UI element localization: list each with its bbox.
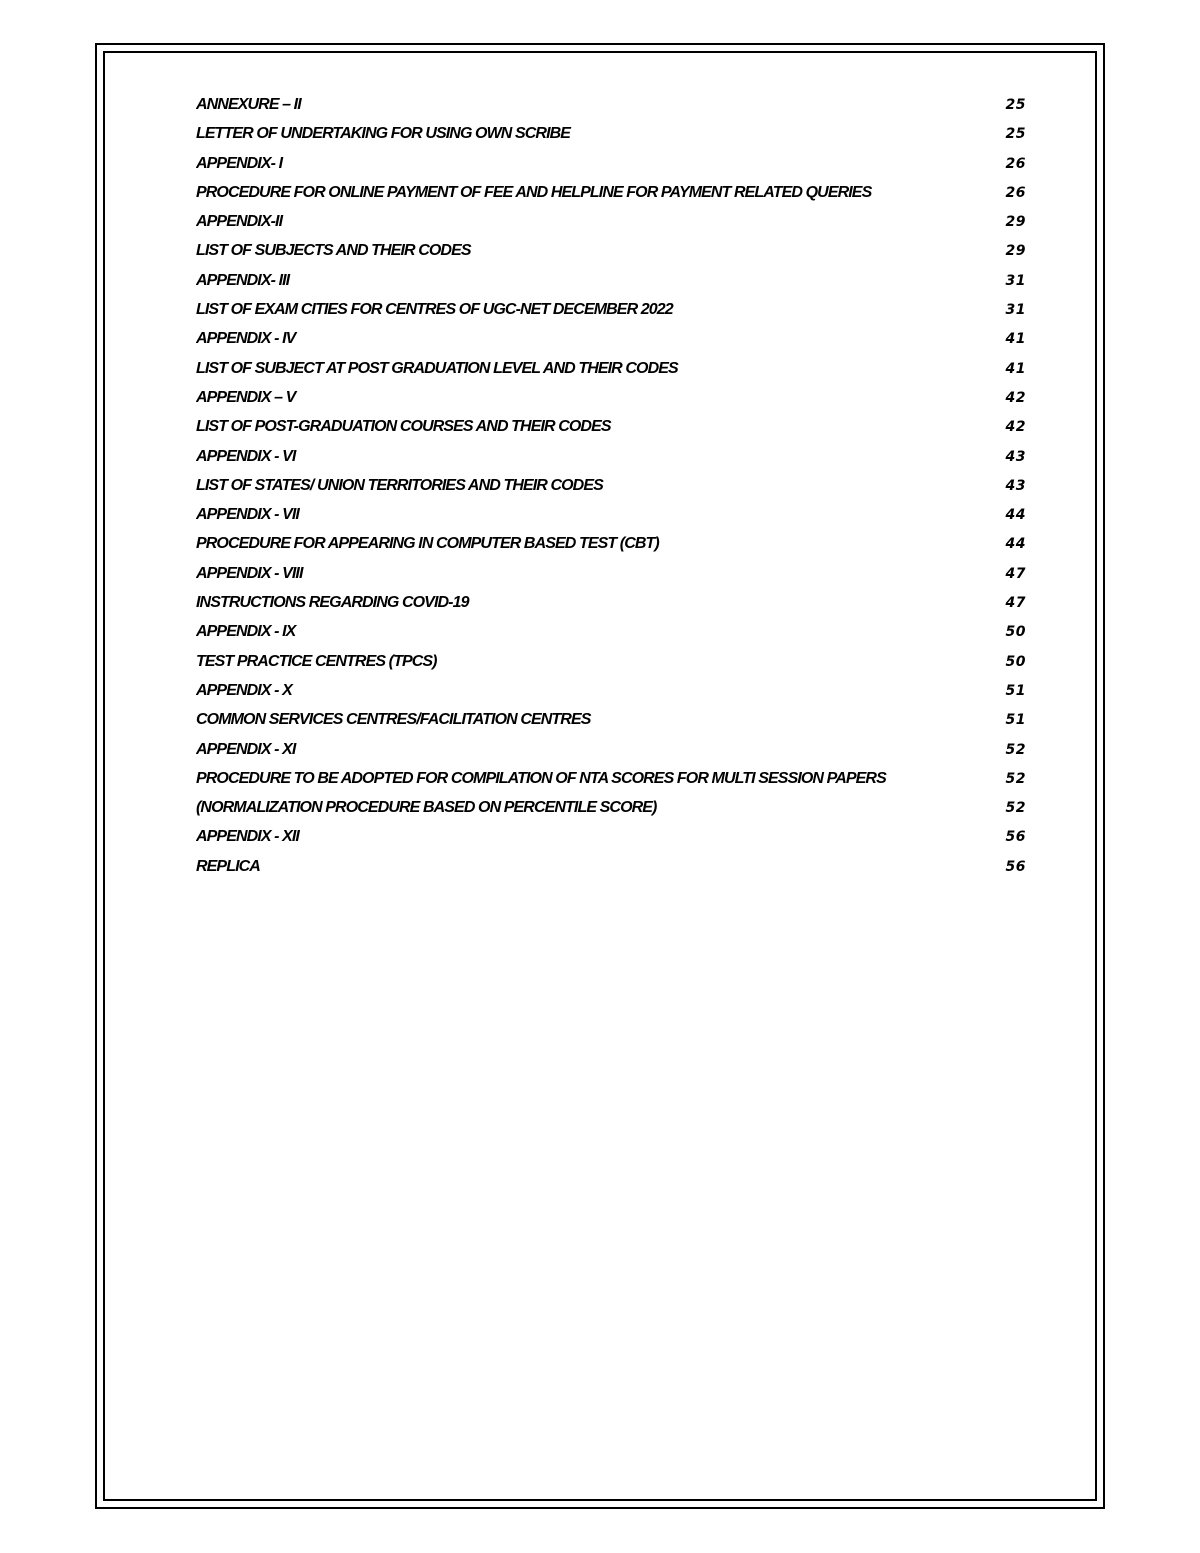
toc-entry-title: LIST OF SUBJECTS AND THEIR CODES (196, 242, 471, 260)
toc-entry[interactable] (196, 535, 1026, 564)
toc-entry[interactable] (196, 360, 1026, 389)
toc-entry-page: 56 (1005, 829, 1026, 846)
toc-entry[interactable] (196, 301, 1026, 330)
toc-entry[interactable] (196, 418, 1026, 447)
toc-entry[interactable] (196, 506, 1026, 535)
toc-entry-title: APPENDIX - X (196, 681, 292, 699)
toc-entry[interactable] (196, 448, 1026, 477)
toc-entry-page: 26 (1005, 184, 1026, 201)
toc-entry[interactable] (196, 682, 1026, 711)
toc-entry[interactable] (196, 770, 1026, 799)
toc-entry-page: 31 (1005, 302, 1026, 319)
toc-entry-title: LETTER OF UNDERTAKING FOR USING OWN SCRIBE (196, 125, 571, 143)
toc-entry-title: PROCEDURE FOR ONLINE PAYMENT OF FEE AND HELPLINE FOR PAYMENT RELATED QUERIES (196, 183, 872, 201)
toc-entry-title: APPENDIX- III (196, 271, 290, 289)
toc-entry[interactable] (196, 272, 1026, 301)
toc-entry-title: APPENDIX - VI (196, 447, 296, 465)
toc-entry[interactable] (196, 96, 1026, 125)
toc-entry[interactable] (196, 799, 1026, 828)
toc-entry-page: 43 (1005, 448, 1026, 465)
toc-entry-page: 26 (1005, 155, 1026, 172)
toc-entry-title: APPENDIX-II (196, 213, 283, 231)
toc-entry-title: APPENDIX - VIII (196, 564, 303, 582)
toc-entry[interactable] (196, 125, 1026, 154)
toc-entry[interactable] (196, 477, 1026, 506)
toc-entry-page: 44 (1005, 536, 1026, 553)
toc-entry-title: APPENDIX - XII (196, 828, 299, 846)
toc-entry-page: 29 (1005, 243, 1026, 260)
toc-entry-title: LIST OF SUBJECT AT POST GRADUATION LEVEL AND THEIR CODES (196, 359, 678, 377)
toc-entry-title: ANNEXURE – II (196, 96, 301, 113)
toc-entry[interactable] (196, 242, 1026, 271)
toc-entry-title: APPENDIX- I (196, 154, 283, 172)
toc-entry-title: APPENDIX - IX (196, 623, 296, 641)
toc-entry-page: 56 (1005, 858, 1026, 875)
toc-entry-title: PROCEDURE TO BE ADOPTED FOR COMPILATION OF NTA SCORES FOR MULTI SESSION PAPERS (196, 769, 886, 787)
toc-entry-page: 52 (1005, 770, 1026, 787)
toc-entry-title: APPENDIX - VII (196, 506, 299, 524)
toc-entry[interactable] (196, 653, 1026, 682)
toc-entry-title: LIST OF POST-GRADUATION COURSES AND THEIR CODES (196, 418, 611, 436)
toc-entry-page: 25 (1005, 97, 1026, 113)
toc-entry-title: PROCEDURE FOR APPEARING IN COMPUTER BASED TEST (CBT) (196, 535, 659, 553)
toc-entry-page: 29 (1005, 214, 1026, 231)
toc-entry[interactable] (196, 741, 1026, 770)
toc-entry-page: 51 (1005, 682, 1026, 699)
toc-entry-title: REPLICA (196, 857, 260, 875)
toc-entry-title: APPENDIX - XI (196, 740, 296, 758)
toc-entry-title: APPENDIX – V (196, 388, 296, 406)
toc-entry-page: 51 (1005, 712, 1026, 729)
toc-entry[interactable] (196, 858, 1026, 887)
toc-entry-page: 41 (1005, 331, 1026, 348)
toc-entry[interactable] (196, 711, 1026, 740)
toc-entry-page: 42 (1005, 389, 1026, 406)
toc-entry-page: 42 (1005, 419, 1026, 436)
toc-entry-title: COMMON SERVICES CENTRES/FACILITATION CENTRES (196, 711, 591, 729)
toc-entry[interactable] (196, 184, 1026, 213)
toc-entry-page: 52 (1005, 800, 1026, 817)
toc-entry-title: LIST OF STATES/ UNION TERRITORIES AND THEIR CODES (196, 476, 603, 494)
toc-entry[interactable] (196, 594, 1026, 623)
toc-entry-title: INSTRUCTIONS REGARDING COVID-19 (196, 594, 469, 612)
toc-entry[interactable] (196, 828, 1026, 857)
toc-entry-page: 47 (1005, 595, 1026, 612)
toc-entry-page: 44 (1005, 507, 1026, 524)
toc-entry-page: 25 (1005, 126, 1026, 143)
toc-entry-page: 50 (1005, 653, 1026, 670)
toc-entry-title: LIST OF EXAM CITIES FOR CENTRES OF UGC-NET DECEMBER 2022 (196, 301, 673, 319)
table-of-contents (196, 96, 1026, 887)
toc-entry-title: APPENDIX - IV (196, 330, 296, 348)
toc-entry[interactable] (196, 565, 1026, 594)
toc-entry[interactable] (196, 330, 1026, 359)
toc-entry-page: 41 (1005, 360, 1026, 377)
toc-entry-page: 52 (1005, 741, 1026, 758)
toc-entry[interactable] (196, 213, 1026, 242)
toc-entry[interactable] (196, 389, 1026, 418)
toc-entry-page: 31 (1005, 272, 1026, 289)
toc-entry-page: 47 (1005, 565, 1026, 582)
toc-entry-page: 43 (1005, 477, 1026, 494)
toc-entry-title: (NORMALIZATION PROCEDURE BASED ON PERCENTILE SCORE) (196, 799, 657, 817)
toc-entry-page: 50 (1005, 624, 1026, 641)
toc-entry[interactable] (196, 155, 1026, 184)
toc-entry-title: TEST PRACTICE CENTRES (TPCS) (196, 652, 437, 670)
toc-entry[interactable] (196, 623, 1026, 652)
